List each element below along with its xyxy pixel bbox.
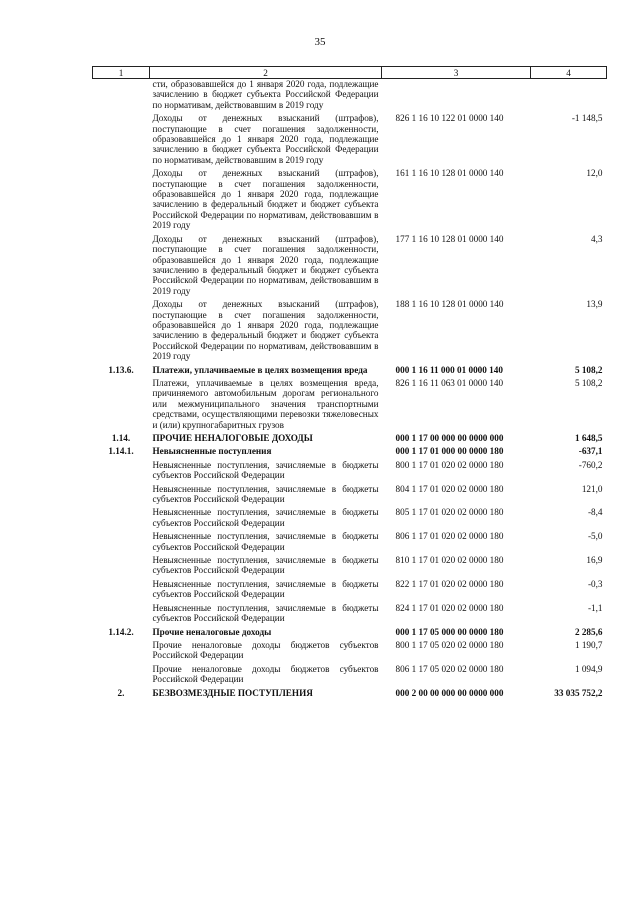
table-row	[93, 601, 607, 625]
row-description-cell: Доходы от денежных взысканий (штрафов), поступающие в счет погашения задолженности, образовавшейся до 1 января 2020 года, подлежащие зачислению в бюджет субъекта Российской Федерации по нормативам, действовавшим в 2019 году	[152, 113, 379, 165]
row-amount-cell: 1 648,5	[574, 433, 603, 443]
table-row	[93, 431, 607, 444]
row-code-cell: 800 1 17 01 020 02 0000 180	[395, 459, 504, 470]
row-number-cell	[93, 601, 150, 625]
row-description-cell: Доходы от денежных взысканий (штрафов), поступающие в счет погашения задолженности, образовавшейся до 1 января 2020 года, подлежащие зачислению в федеральный бюджет и бюджет субъекта Российской Федерации по нормативам, действовавшим в 2019 году	[152, 299, 379, 362]
row-code-cell: 824 1 17 01 020 02 0000 180	[395, 602, 504, 613]
row-code-cell: 806 1 17 05 020 02 0000 180	[395, 663, 504, 674]
table-row	[93, 297, 607, 362]
row-amount-cell: 12,0	[586, 168, 603, 179]
table-row	[93, 662, 607, 686]
row-number-cell	[93, 458, 150, 482]
table-row	[93, 232, 607, 297]
row-number-cell	[93, 232, 150, 297]
row-code-cell: 826 1 16 11 063 01 0000 140	[395, 377, 504, 388]
row-code-cell: 000 1 16 11 000 01 0000 140	[395, 364, 503, 375]
row-code-cell: 826 1 16 10 122 01 0000 140	[395, 113, 504, 124]
table-row	[93, 553, 607, 577]
row-amount-cell: 16,9	[586, 555, 603, 566]
table-row	[93, 529, 607, 553]
header-col-4: 4	[531, 67, 607, 79]
row-amount-cell: 1 094,9	[574, 663, 603, 674]
header-col-1: 1	[93, 67, 150, 79]
row-amount-cell: 1 190,7	[574, 639, 603, 650]
row-description-cell: Прочие неналоговые доходы бюджетов субъектов Российской Федерации	[152, 663, 379, 685]
row-amount-cell: -5,0	[587, 531, 603, 542]
row-number-cell	[93, 529, 150, 553]
row-code-cell: 161 1 16 10 128 01 0000 140	[395, 168, 504, 179]
row-code-cell: 000 2 00 00 000 00 0000 000	[395, 687, 504, 698]
row-amount-cell: 5 108,2	[574, 364, 603, 375]
row-number-cell	[93, 166, 150, 231]
row-description-cell: Доходы от денежных взысканий (штрафов), поступающие в счет погашения задолженности, образовавшейся до 1 января 2020 года, подлежащие зачислению в федеральный бюджет и бюджет субъекта Российской Федерации по нормативам, действовавшим в 2019 году	[152, 233, 379, 296]
row-number-cell	[93, 482, 150, 506]
row-code-cell: 000 1 17 05 000 00 0000 180	[395, 626, 504, 637]
row-number-cell	[93, 297, 150, 362]
table-row	[93, 166, 607, 231]
row-amount-cell: -1 148,5	[571, 113, 603, 124]
row-code-cell: 000 1 17 00 000 00 0000 000	[395, 433, 504, 443]
revenue-table	[92, 66, 607, 699]
table-row	[93, 686, 607, 699]
row-code-cell: 800 1 17 05 020 02 0000 180	[395, 639, 504, 650]
row-number-cell: 1.14.2.	[108, 626, 134, 637]
row-code-cell: 822 1 17 01 020 02 0000 180	[395, 578, 504, 589]
table-row	[93, 376, 607, 431]
row-description-cell: Невыясненные поступления, зачисляемые в бюджеты субъектов Российской Федерации	[152, 555, 379, 576]
table-row	[93, 577, 607, 601]
row-code-cell: 000 1 17 01 000 00 0000 180	[395, 446, 504, 457]
row-code-cell: 177 1 16 10 128 01 0000 140	[395, 233, 504, 244]
table-row	[93, 111, 607, 166]
row-description-cell: Прочие неналоговые доходы	[152, 626, 272, 637]
row-code-cell: 804 1 17 01 020 02 0000 180	[395, 483, 504, 494]
row-number-cell: 1.14.	[111, 433, 131, 443]
row-amount-cell: -637,1	[578, 446, 603, 457]
row-number-cell	[93, 79, 150, 112]
row-description-cell: Доходы от денежных взысканий (штрафов), поступающие в счет погашения задолженности, образовавшейся до 1 января 2020 года, подлежащие зачислению в федеральный бюджет и бюджет субъекта Российской Федерации по нормативам, действовавшим в 2019 году	[152, 168, 379, 231]
row-code-cell: 810 1 17 01 020 02 0000 180	[395, 555, 504, 566]
table-row	[93, 458, 607, 482]
row-amount-cell: 33 035 752,2	[554, 687, 603, 698]
row-code-cell: 806 1 17 01 020 02 0000 180	[395, 531, 504, 542]
row-amount-cell: 13,9	[586, 299, 603, 310]
row-number-cell	[93, 111, 150, 166]
header-col-2: 2	[150, 67, 382, 79]
table-row	[93, 625, 607, 638]
row-amount-cell: -0,3	[587, 578, 603, 589]
row-number-cell	[93, 505, 150, 529]
header-col-3: 3	[382, 67, 531, 79]
row-number-cell	[93, 376, 150, 431]
row-description-cell: Платежи, уплачиваемые в целях возмещения вреда	[152, 364, 368, 375]
row-number-cell	[93, 577, 150, 601]
row-amount-cell: 4,3	[591, 233, 603, 244]
row-description-cell: Невыясненные поступления, зачисляемые в бюджеты субъектов Российской Федерации	[152, 483, 379, 505]
row-number-cell	[93, 553, 150, 577]
row-amount-cell: 2 285,6	[574, 626, 603, 637]
row-code-cell: 188 1 16 10 128 01 0000 140	[395, 299, 504, 310]
row-description-cell: Невыясненные поступления	[152, 446, 272, 457]
row-amount-cell	[531, 79, 607, 112]
row-number-cell: 1.13.6.	[108, 364, 134, 375]
row-description-cell: Невыясненные поступления, зачисляемые в бюджеты субъектов Российской Федерации	[152, 507, 379, 528]
row-description-cell: Прочие неналоговые доходы бюджетов субъектов Российской Федерации	[152, 639, 379, 661]
row-description-cell: ПРОЧИЕ НЕНАЛОГОВЫЕ ДОХОДЫ	[152, 433, 313, 443]
table-row	[93, 444, 607, 457]
row-number-cell	[93, 638, 150, 662]
table-row	[93, 505, 607, 529]
table-row	[93, 79, 607, 112]
row-code-cell	[382, 79, 531, 112]
row-code-cell: 805 1 17 01 020 02 0000 180	[395, 507, 504, 518]
row-number-cell: 1.14.1.	[108, 446, 134, 457]
row-description-cell: Невыясненные поступления, зачисляемые в бюджеты субъектов Российской Федерации	[152, 531, 379, 552]
row-amount-cell: -8,4	[587, 507, 603, 518]
table-body	[93, 79, 607, 699]
row-description-cell: Невыясненные поступления, зачисляемые в бюджеты субъектов Российской Федерации	[152, 602, 379, 624]
row-description-cell: Невыясненные поступления, зачисляемые в бюджеты субъектов Российской Федерации	[152, 578, 379, 600]
row-description-cell: БЕЗВОЗМЕЗДНЫЕ ПОСТУПЛЕНИЯ	[152, 687, 313, 698]
row-amount-cell: -760,2	[578, 459, 603, 470]
row-amount-cell: -1,1	[587, 602, 603, 613]
table-row	[93, 363, 607, 376]
table-row	[93, 482, 607, 506]
row-amount-cell: 5 108,2	[574, 377, 603, 388]
table-row	[93, 638, 607, 662]
page-number: 35	[314, 36, 326, 48]
row-description-cell: сти, образовавшейся до 1 января 2020 года, подлежащие зачислению в бюджет субъекта Российской Федерации по нормативам, действовавшим в 2019 году	[152, 79, 379, 110]
row-number-cell: 2.	[117, 687, 125, 698]
row-description-cell: Невыясненные поступления, зачисляемые в бюджеты субъектов Российской Федерации	[152, 459, 379, 481]
row-description-cell: Платежи, уплачиваемые в целях возмещения вреда, причиняемого автомобильным дорогам регионального или межмуниципального значения транспортными средствами, осуществляющими перевозки тяжеловесных и (или) крупногабаритных грузов	[152, 377, 379, 430]
row-amount-cell: 121,0	[581, 483, 603, 494]
table-header-row	[93, 67, 607, 79]
row-number-cell	[93, 662, 150, 686]
